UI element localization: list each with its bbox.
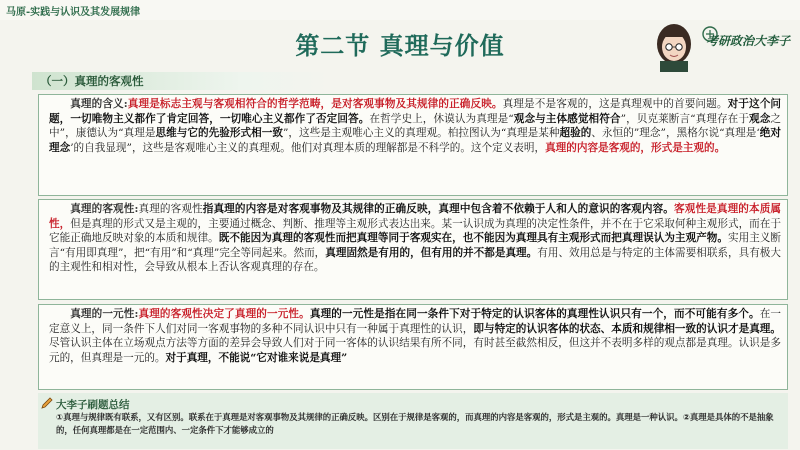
text-run: 真理的客观性决定了真理的一元性。: [138, 308, 310, 320]
definition-box: [38, 94, 788, 196]
text-run: 、永恒的”理念”，黑格尔说“真理是‘: [591, 127, 760, 140]
logo-text: 考研政治大李子: [706, 34, 791, 48]
text-run: 真理是不是客观的，这是真理观中的首要问题。: [502, 98, 728, 110]
text-run: 但是真理的形式又是主观的，主要通过概念、判断、推理等主观形式表达出来。某一认识成为真理的决定性条件，并不在于它采取何种主观形式，而在于它能正确地反映对象的本质和规律。: [49, 217, 781, 245]
text-run: 尽管认识主体在立场观点方法等方面的差异会导致人们对于同一客体的认识结果有所不同，有时甚至截然相反，但这并不表明多样的观点都是真理。认识是多元的，但真理是一元的。: [49, 337, 781, 364]
text-run: 对于真理，不能说“它对谁来说是真理”: [165, 351, 348, 364]
text-run: 指真理的内容是对客观事物及其规律的正确反映，真理中包含着不依赖于人和人的意识的客观内容。: [202, 203, 675, 215]
text-run: 既不能因为真理的客观性而把真理等同于客观实在，也不能因为真理具有主观形式而把真理误认为主观产物。: [218, 232, 728, 245]
text-run: ”，这些是主观唯心主义的真理观。柏拉图认为“真理是某种: [282, 127, 560, 140]
text-run: 实用主义断言“有用即真理”，把“有用”和“真理”完全等同起来。然而，: [49, 232, 782, 259]
page-title: 第二节 真理与价值: [295, 31, 505, 60]
monism-text: [49, 308, 781, 364]
box-label: 真理的含义:: [70, 98, 128, 110]
text-run: 观念与主体感觉相符合: [513, 112, 621, 125]
text-run: 真理固然是有用的，但有用的并不都是真理。: [325, 246, 538, 259]
text-run: 绝对理念: [49, 127, 781, 154]
text-run: ’的自我显现”，这些是客观唯心主义的真理观。他们对真理本质的理解都是不科学的。这个定义表明，: [70, 141, 546, 154]
summary-panel: [38, 393, 788, 449]
text-run: 真理的一元性是指在同一条件下对于特定的认识客体的真理性认识只有一个，而不可能有多个。: [309, 308, 760, 320]
text-run: 在一定意义上，同一条件下人们对同一客观事物的多种不同认识中只有一种属于真理性的认识，: [49, 308, 782, 335]
text-run: 真理的客观性: [138, 203, 203, 215]
text-run: 之中”，康德认为“真理是: [49, 112, 782, 140]
pencil-icon: [40, 396, 54, 410]
objectivity-box: [38, 199, 788, 300]
text-run: ”，贝克莱断言“真理存在于: [620, 112, 750, 125]
monism-paragraph: [49, 307, 781, 365]
section-heading-bar: [32, 72, 332, 90]
top-bar: [0, 0, 800, 20]
breadcrumb: 马原-实践与认识及其发展规律: [6, 7, 141, 18]
section-heading: （一）真理的客观性: [40, 74, 144, 88]
monism-box: [38, 304, 788, 390]
text-run: 客观性是真理的本质属性，: [49, 203, 782, 230]
box-label: 真理的一元性:: [70, 308, 139, 320]
text-run: 真理是标志主观与客观相符合的哲学范畴，是对客观事物及其规律的正确反映。: [127, 98, 503, 110]
text-run: 真理的内容是客观的，形式是主观的。: [545, 141, 726, 154]
text-run: 观念: [749, 112, 771, 125]
definition-paragraph: [49, 97, 781, 155]
objectivity-text: [49, 203, 781, 273]
text-run: 思维与它的先验形式相一致: [155, 127, 283, 140]
definition-text: [49, 98, 781, 154]
box-label: 真理的客观性:: [70, 203, 139, 215]
objectivity-paragraph: [49, 202, 781, 275]
summary-text: ①真理与规律既有联系，又有区别。联系在于真理是对客观事物及其规律的正确反映。区别在于规律是客观的，而真理的内容是客观的，形式是主观的。真理是一种认识。②真理是具体的不是抽象的，任何真理都是在一定范围内、一定条件下才能够成立的: [56, 412, 774, 435]
text-run: 在哲学史上，休谟认为真理是“: [369, 112, 514, 125]
text-run: 即与特定的认识客体的状态、本质和规律相一致的认识才是真理。: [473, 322, 782, 335]
text-run: 超验的: [559, 127, 592, 140]
text-run: 有用、效用总是与特定的主体需要相联系，具有极大的主观性和相对性，会导致从根本上否认客观真理的存在。: [49, 246, 782, 274]
summary-heading: 大李子刷题总结: [56, 399, 130, 411]
text-run: 对于这个问题，一切唯物主义都作了肯定回答，一切唯心主义都作了否定回答。: [49, 98, 781, 125]
